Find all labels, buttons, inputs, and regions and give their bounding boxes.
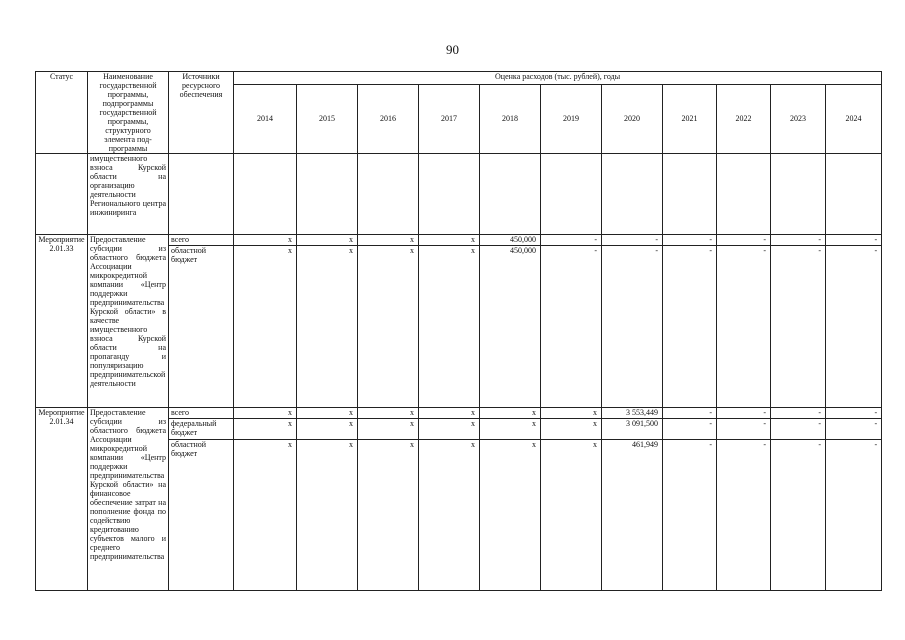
header-status: Статус xyxy=(36,72,88,154)
value-cell: - xyxy=(541,246,602,408)
value-cell: x xyxy=(358,408,419,419)
header-name: Наименование государственной программы, подпрограммы государственной программы, структурного элемента под-программы xyxy=(88,72,169,154)
header-year: 2018 xyxy=(480,84,541,153)
value-cell: x xyxy=(234,408,297,419)
page-number: 90 xyxy=(446,42,459,57)
value-cell: x xyxy=(358,419,419,440)
value-cell: - xyxy=(826,440,882,591)
value-cell: 3 553,449 xyxy=(602,408,663,419)
value-cell: - xyxy=(826,408,882,419)
header-sources: Источники ресурсного обеспечения xyxy=(169,72,234,154)
value-cell: - xyxy=(826,235,882,246)
value-cell: x xyxy=(358,235,419,246)
value-cell: - xyxy=(541,235,602,246)
value-cell: x xyxy=(234,246,297,408)
status-cell: Мероприятие 2.01.33 xyxy=(36,235,88,408)
header-expenses: Оценка расходов (тыс. рублей), годы xyxy=(234,72,882,85)
value-cell: x xyxy=(234,235,297,246)
value-cell: - xyxy=(663,440,717,591)
value-cell: x xyxy=(480,419,541,440)
event-name-cell: Предоставление субсидии из областного бюджета Ассоциации микрокредитной компании «Центр поддержки предпринимательства Курской области» на финансовое обеспечение затрат на пополнение фонда по содействию кредитованию субъектов малого и среднего предпринимательства xyxy=(88,408,169,591)
value-cell: x xyxy=(297,408,358,419)
value-cell: x xyxy=(419,246,480,408)
value-cell: x xyxy=(297,440,358,591)
source-cell: федеральный бюджет xyxy=(169,419,234,440)
value-cell: - xyxy=(663,419,717,440)
value-cell: - xyxy=(717,408,771,419)
header-year: 2017 xyxy=(419,84,480,153)
value-cell: 3 091,500 xyxy=(602,419,663,440)
header-year: 2014 xyxy=(234,84,297,153)
value-cell: - xyxy=(663,246,717,408)
value-cell: - xyxy=(771,440,826,591)
value-cell: x xyxy=(419,408,480,419)
value-cell: x xyxy=(419,419,480,440)
value-cell: - xyxy=(771,408,826,419)
value-cell: - xyxy=(663,235,717,246)
value-cell: x xyxy=(297,419,358,440)
status-cell: Мероприятие 2.01.34 xyxy=(36,408,88,591)
header-year: 2024 xyxy=(826,84,882,153)
header-year: 2020 xyxy=(602,84,663,153)
value-cell: 461,949 xyxy=(602,440,663,591)
value-cell: - xyxy=(602,235,663,246)
value-cell: x xyxy=(297,246,358,408)
status-cell xyxy=(36,154,88,235)
value-cell: x xyxy=(541,440,602,591)
value-cell: x xyxy=(358,246,419,408)
value-cell: - xyxy=(717,440,771,591)
event-name-cell: Предоставление субсидии из областного бюджета Ассоциации микрокредитной компании «Центр поддержки предпринимательства Курской области» в качестве имущественного взноса Курской области на пропаганду и популяризацию предпринимательской деятельности xyxy=(88,235,169,408)
value-cell: 450,000 xyxy=(480,235,541,246)
value-cell: x xyxy=(358,440,419,591)
header-year: 2023 xyxy=(771,84,826,153)
value-cell: - xyxy=(826,246,882,408)
value-cell: x xyxy=(234,440,297,591)
header-year: 2016 xyxy=(358,84,419,153)
value-cell: - xyxy=(826,419,882,440)
source-cell xyxy=(169,154,234,235)
value-cell: x xyxy=(541,408,602,419)
header-year: 2021 xyxy=(663,84,717,153)
table-row-continuation xyxy=(36,154,882,235)
value-cell: - xyxy=(602,246,663,408)
header-year: 2019 xyxy=(541,84,602,153)
value-cell: x xyxy=(234,419,297,440)
table-row xyxy=(36,408,882,419)
budget-table xyxy=(35,71,882,591)
event-name-cell: имущественного взноса Курской области на организацию деятельности Регионального центра инжиниринга xyxy=(88,154,169,235)
source-cell: областной бюджет xyxy=(169,246,234,408)
source-cell: всего xyxy=(169,408,234,419)
value-cell: x xyxy=(297,235,358,246)
value-cell: x xyxy=(541,419,602,440)
header-year: 2022 xyxy=(717,84,771,153)
value-cell: x xyxy=(419,440,480,591)
value-cell: x xyxy=(480,408,541,419)
source-cell: областной бюджет xyxy=(169,440,234,591)
value-cell: - xyxy=(717,235,771,246)
value-cell: - xyxy=(771,419,826,440)
value-cell: x xyxy=(480,440,541,591)
source-cell: всего xyxy=(169,235,234,246)
table-row xyxy=(36,235,882,246)
header-row-top xyxy=(36,72,882,85)
header-year: 2015 xyxy=(297,84,358,153)
value-cell: - xyxy=(771,246,826,408)
value-cell: - xyxy=(663,408,717,419)
value-cell: - xyxy=(717,246,771,408)
value-cell: x xyxy=(419,235,480,246)
value-cell: 450,000 xyxy=(480,246,541,408)
value-cell: - xyxy=(771,235,826,246)
value-cell: - xyxy=(717,419,771,440)
